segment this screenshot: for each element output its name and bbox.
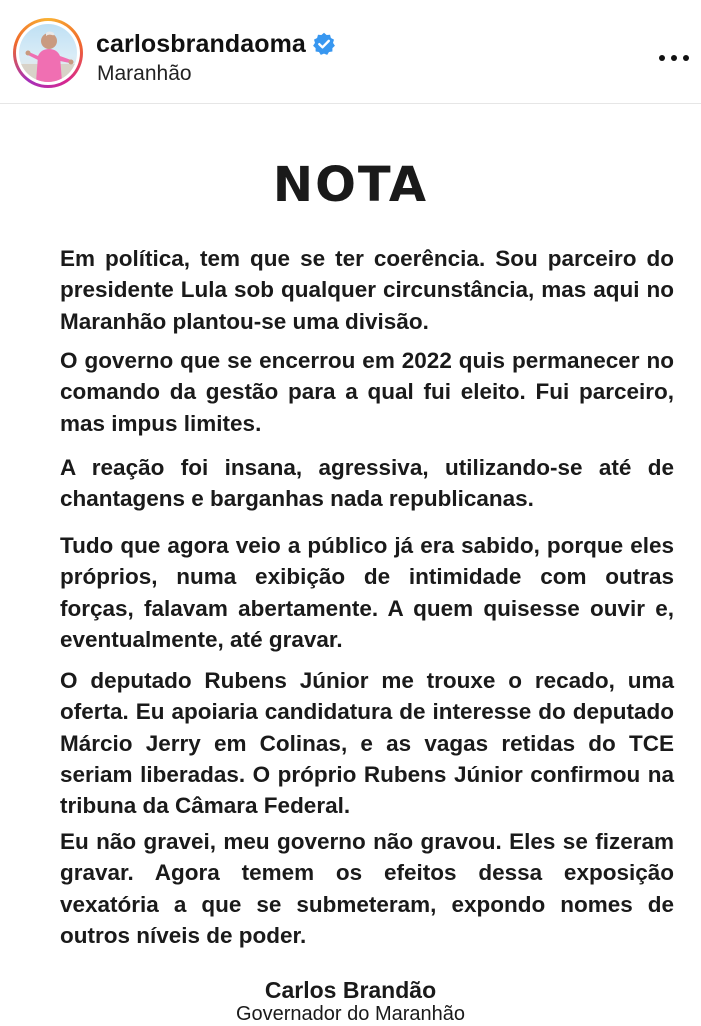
post-header bbox=[0, 0, 701, 104]
verified-badge-icon bbox=[312, 32, 336, 56]
person-photo-icon bbox=[19, 24, 77, 82]
note-title: NOTA bbox=[272, 157, 429, 213]
note-paragraph: O deputado Rubens Júnior me trouxe o recado, uma oferta. Eu apoiaria candidatura de interesse do deputado Márcio Jerry em Colinas, e as vagas retidas do TCE seriam liberadas. O próprio Rubens Júnior confirmou na tribuna da Câmara Federal. bbox=[60, 668, 674, 819]
note-paragraph: O governo que se encerrou em 2022 quis permanecer no comando da gestão para a qual fui eleito. Fui parceiro, mas impus limites. bbox=[60, 348, 674, 436]
more-dot bbox=[671, 55, 677, 61]
note-paragraph: A reação foi insana, agressiva, utilizando-se até de chantagens e barganhas nada republicanas. bbox=[60, 455, 674, 512]
more-options-icon[interactable] bbox=[656, 40, 692, 76]
post-location[interactable]: Maranhão bbox=[97, 62, 192, 85]
signature-role: Governador do Maranhão bbox=[235, 1003, 466, 1025]
more-dot bbox=[683, 55, 689, 61]
note-paragraph: Tudo que agora veio a público já era sabido, porque eles próprios, numa exibição de intimidade com outras forças, falavam abertamente. A quem quisesse ouvir e, eventualmente, até gravar. bbox=[60, 533, 674, 652]
username-row bbox=[96, 27, 336, 61]
signature-name: Carlos Brandão bbox=[264, 977, 437, 1003]
more-dot bbox=[659, 55, 665, 61]
avatar-photo bbox=[19, 24, 77, 82]
note-paragraph: Em política, tem que se ter coerência. Sou parceiro do presidente Lula sob qualquer circunstância, mas aqui no Maranhão plantou-se uma divisão. bbox=[60, 246, 674, 334]
note-paragraph: Eu não gravei, meu governo não gravou. Eles se fizeram gravar. Agora temem os efeitos dessa exposição vexatória a que se submeteram, expondo nomes de outros níveis de poder. bbox=[60, 829, 674, 948]
username[interactable]: carlosbrandaoma bbox=[96, 29, 306, 58]
profile-avatar[interactable] bbox=[13, 18, 83, 88]
